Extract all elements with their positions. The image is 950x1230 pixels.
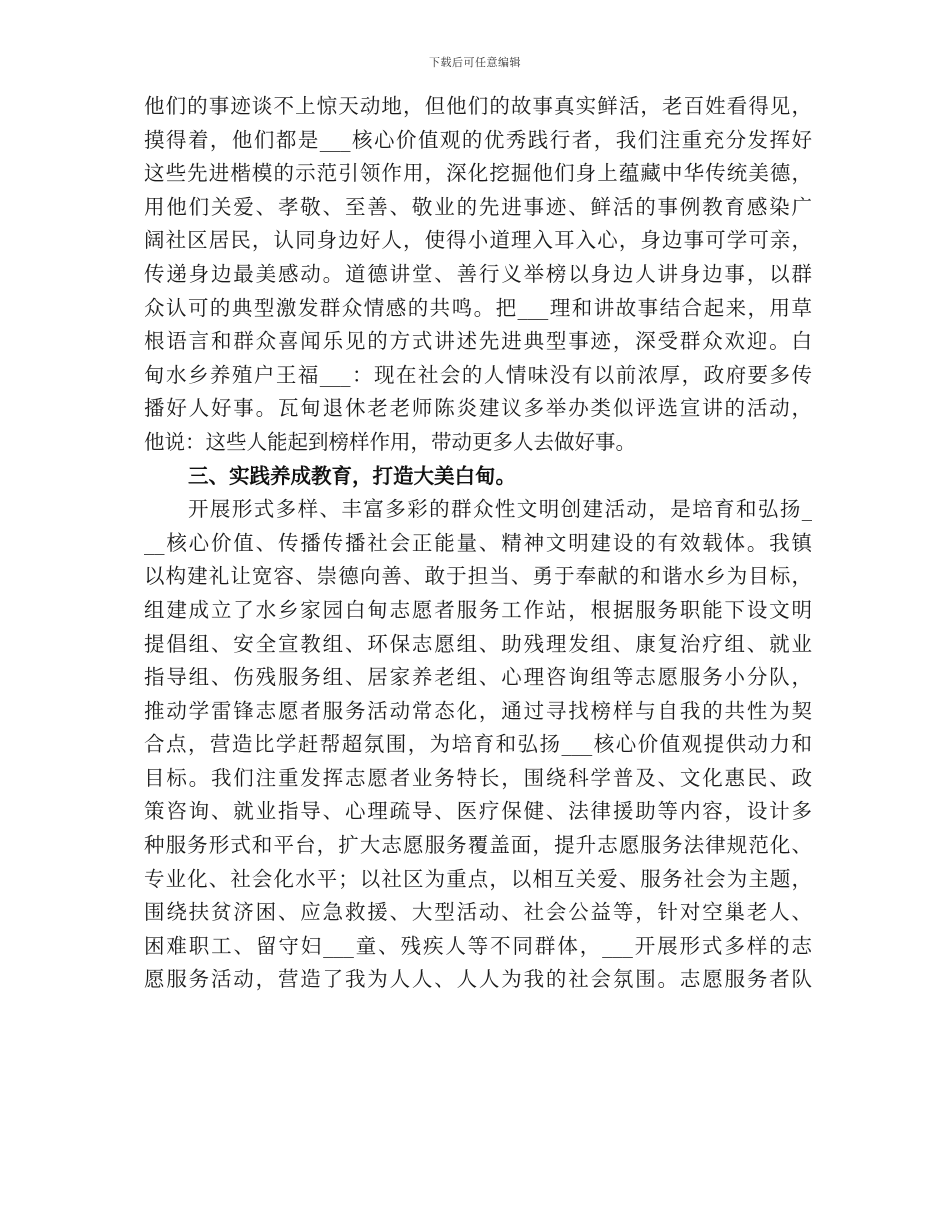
text-line: 种服务形式和平台，扩大志愿服务覆盖面，提升志愿服务法律规范化、	[144, 833, 812, 858]
text-line: 众认可的典型激发群众情感的共鸣。把___理和讲故事结合起来，用草	[144, 295, 812, 320]
section-heading: 三、实践养成教育，打造大美白甸。	[188, 463, 516, 488]
text-line: 组建成立了水乡家园白甸志愿者服务工作站，根据服务职能下设文明	[144, 597, 812, 622]
text-line: 愿服务活动，营造了我为人人、人人为我的社会氛围。志愿服务者队	[144, 967, 812, 992]
text-line: 开展形式多样、丰富多彩的群众性文明创建活动，是培育和弘扬_	[188, 497, 812, 522]
document-body	[144, 90, 812, 997]
page-header: 下载后可任意编辑	[429, 56, 521, 69]
text-line: __核心价值、传播传播社会正能量、精神文明建设的有效载体。我镇	[144, 530, 812, 555]
text-line: 他说：这些人能起到榜样作用，带动更多人去做好事。	[144, 429, 636, 454]
text-line: 提倡组、安全宣教组、环保志愿组、助残理发组、康复治疗组、就业	[144, 631, 812, 656]
text-line: 这些先进楷模的示范引领作用，深化挖掘他们身上蕴藏中华传统美德，	[144, 161, 812, 186]
text-line: 根语言和群众喜闻乐见的方式讲述先进典型事迹，深受群众欢迎。白	[144, 329, 812, 354]
text-line: 阔社区居民，认同身边好人，使得小道理入耳入心，身边事可学可亲，	[144, 228, 812, 253]
text-line: 困难职工、留守妇___童、残疾人等不同群体，___开展形式多样的志	[144, 933, 812, 958]
text-line: 推动学雷锋志愿者服务活动常态化，通过寻找榜样与自我的共性为契	[144, 698, 812, 723]
text-line: 以构建礼让宽容、崇德向善、敢于担当、勇于奉献的和谐水乡为目标，	[144, 564, 812, 589]
text-line: 合点，营造比学赶帮超氛围，为培育和弘扬___核心价值观提供动力和	[144, 732, 812, 757]
text-line: 摸得着，他们都是___核心价值观的优秀践行者，我们注重充分发挥好	[144, 127, 812, 152]
text-line: 专业化、社会化水平；以社区为重点，以相互关爱、服务社会为主题，	[144, 866, 812, 891]
text-line: 策咨询、就业指导、心理疏导、医疗保健、法律援助等内容，设计多	[144, 799, 812, 824]
text-line: 甸水乡养殖户王福___：现在社会的人情味没有以前浓厚，政府要多传	[144, 362, 812, 387]
text-line: 目标。我们注重发挥志愿者业务特长，围绕科学普及、文化惠民、政	[144, 765, 812, 790]
text-line: 围绕扶贫济困、应急救援、大型活动、社会公益等，针对空巢老人、	[144, 900, 812, 925]
text-line: 用他们关爱、孝敬、至善、敬业的先进事迹、鲜活的事例教育感染广	[144, 194, 812, 219]
text-line: 播好人好事。瓦甸退休老老师陈炎建议多举办类似评选宣讲的活动，	[144, 396, 812, 421]
paragraph-1	[144, 90, 812, 460]
text-line: 他们的事迹谈不上惊天动地，但他们的故事真实鲜活，老百姓看得见，	[144, 94, 812, 118]
text-line: 指导组、伤残服务组、居家养老组、心理咨询组等志愿服务小分队，	[144, 665, 812, 690]
text-line: 传递身边最美感动。道德讲堂、善行义举榜以身边人讲身边事，以群	[144, 261, 812, 286]
paragraph-2	[144, 493, 812, 997]
